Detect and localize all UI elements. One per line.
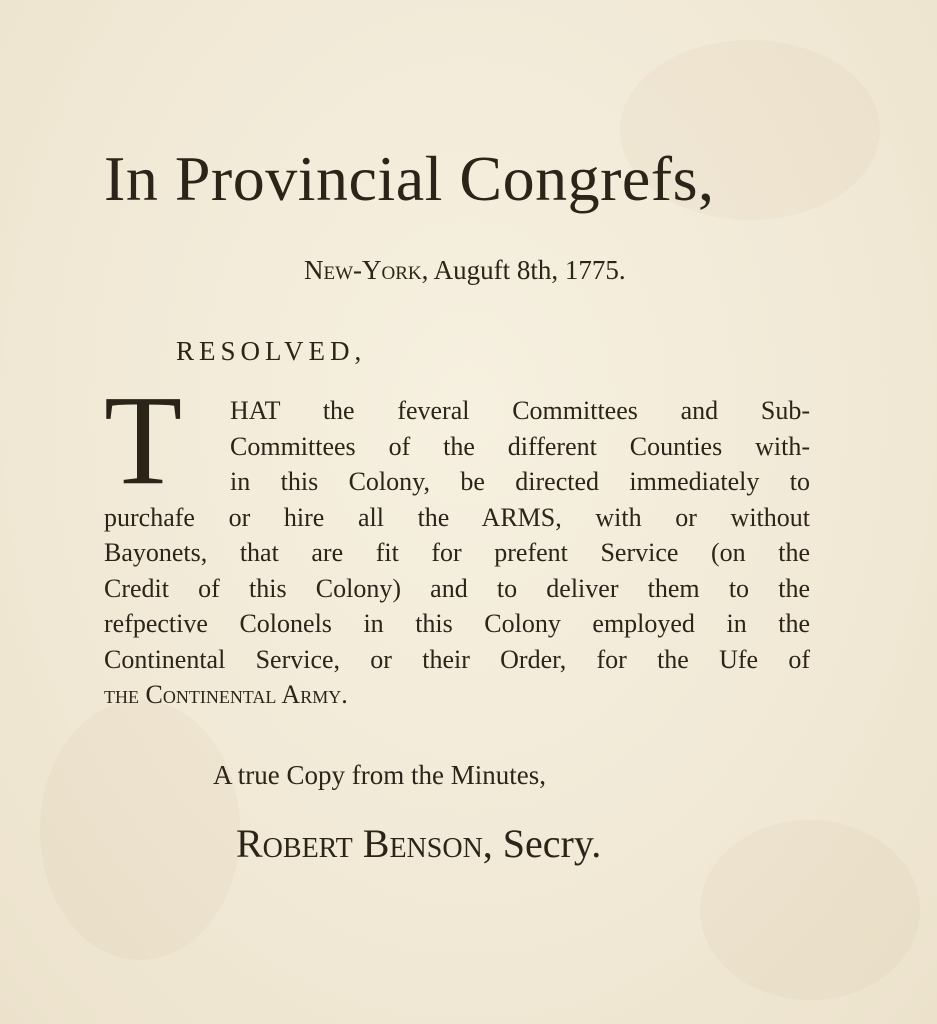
body-line: the Continental Army.: [104, 680, 348, 709]
dateline: [304, 255, 626, 286]
body-line: refpective Colonels in this Colony employed in the: [104, 609, 810, 638]
body-line: Bayonets, that are fit for prefent Service (on the: [104, 538, 810, 567]
signature: [236, 820, 601, 867]
drop-cap: T: [104, 369, 183, 511]
dateline-place: New-York,: [304, 255, 429, 285]
paper-stain: [40, 700, 240, 960]
dateline-date: Auguft 8th, 1775.: [433, 255, 626, 285]
signature-name: Robert Benson,: [236, 821, 493, 866]
resolution-body: [104, 393, 810, 713]
resolved-heading: RESOLVED,: [176, 336, 367, 366]
paper-stain: [700, 820, 920, 1000]
signature-title: Secry.: [502, 821, 602, 866]
body-line: Committees of the different Counties with-: [230, 431, 810, 461]
body-line: Credit of this Colony) and to deliver them to the: [104, 573, 810, 603]
body-line: HAT the feveral Committees and Sub-: [230, 396, 810, 425]
body-line: Continental Service, or their Order, for the Ufe of: [104, 644, 810, 674]
attestation: A true Copy from the Minutes,: [213, 760, 546, 790]
body-line: purchafe or hire all the ARMS, with or without: [104, 502, 810, 532]
body-line: in this Colony, be directed immediately to: [230, 467, 810, 496]
document-title: In Provincial Congrefs,: [104, 143, 715, 214]
